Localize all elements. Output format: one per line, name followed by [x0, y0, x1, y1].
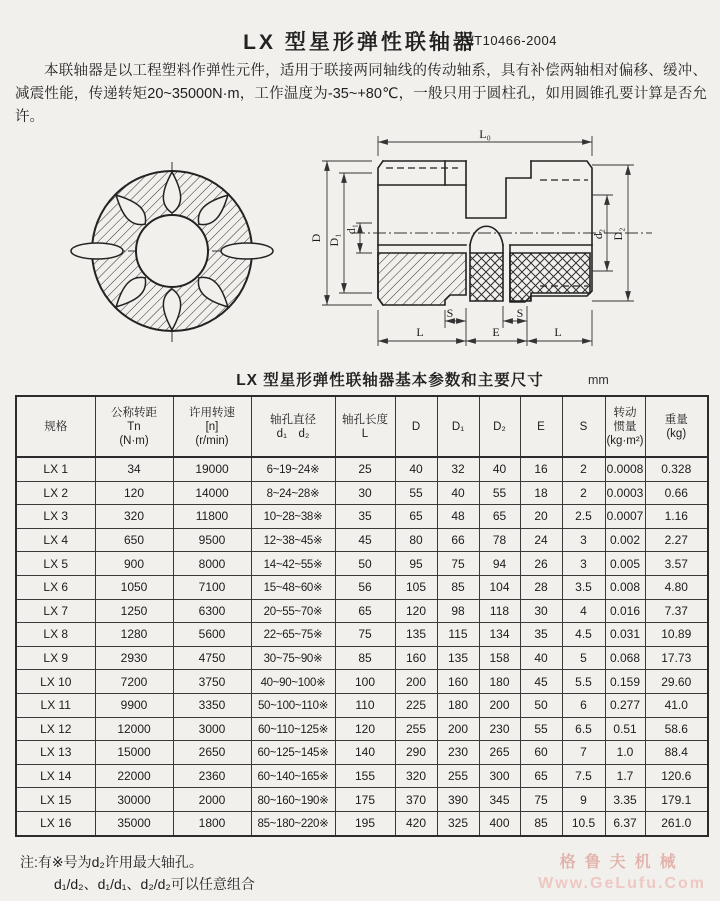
table-cell: 6	[562, 693, 605, 717]
col-header-spec: 规格	[16, 396, 95, 457]
table-cell: 25	[335, 457, 395, 481]
table-cell: 320	[395, 764, 437, 788]
table-cell: 120	[95, 481, 173, 505]
table-cell: 7100	[173, 575, 251, 599]
table-cell: 30	[520, 599, 562, 623]
table-cell: 20~55~70※	[251, 599, 335, 623]
table-cell: 0.66	[645, 481, 708, 505]
table-cell: 200	[437, 717, 479, 741]
table-cell: 15000	[95, 741, 173, 765]
table-cell: 420	[395, 811, 437, 835]
table-cell: 8000	[173, 552, 251, 576]
table-cell: 20	[520, 505, 562, 529]
table-cell: 40	[437, 481, 479, 505]
table-cell: 55	[395, 481, 437, 505]
table-cell: LX 16	[16, 811, 95, 835]
col-header-E: E	[520, 396, 562, 457]
table-row	[16, 764, 708, 788]
table-cell: 56	[335, 575, 395, 599]
table-cell: 10~28~38※	[251, 505, 335, 529]
table-cell: 40	[395, 457, 437, 481]
star-element-front-view	[71, 162, 273, 342]
col-header-torque: 公称转距 Tn (N·m)	[95, 396, 173, 457]
table-cell: 261.0	[645, 811, 708, 835]
table-cell: LX 4	[16, 528, 95, 552]
table-cell: 105	[395, 575, 437, 599]
table-cell: 30	[335, 481, 395, 505]
table-cell: 1050	[95, 575, 173, 599]
table-cell: 5600	[173, 623, 251, 647]
table-cell: 2000	[173, 788, 251, 812]
table-cell: 255	[437, 764, 479, 788]
table-cell: 2	[562, 481, 605, 505]
table-cell: 320	[95, 505, 173, 529]
table-cell: 0.016	[605, 599, 645, 623]
table-cell: 195	[335, 811, 395, 835]
table-cell: 10.89	[645, 623, 708, 647]
col-header-speed: 许用转速 [n] (r/min)	[173, 396, 251, 457]
table-cell: 80	[395, 528, 437, 552]
table-cell: 22000	[95, 764, 173, 788]
table-cell: 120.6	[645, 764, 708, 788]
table-cell: LX 13	[16, 741, 95, 765]
table-row	[16, 717, 708, 741]
table-cell: 140	[335, 741, 395, 765]
table-cell: LX 3	[16, 505, 95, 529]
table-cell: 58.6	[645, 717, 708, 741]
table-cell: 2360	[173, 764, 251, 788]
table-cell: 3350	[173, 693, 251, 717]
col-header-bore-diameter: 轴孔直径 d₁ d₂	[251, 396, 335, 457]
table-cell: 3.5	[562, 575, 605, 599]
table-cell: 120	[335, 717, 395, 741]
table-cell: 22~65~75※	[251, 623, 335, 647]
table-cell: 9500	[173, 528, 251, 552]
table-cell: 4	[562, 599, 605, 623]
table-row	[16, 575, 708, 599]
technical-drawing	[0, 128, 720, 366]
table-cell: 65	[335, 599, 395, 623]
table-cell: 17.73	[645, 646, 708, 670]
dim-label-L0: L₀	[479, 128, 491, 141]
table-cell: 0.008	[605, 575, 645, 599]
table-cell: 19000	[173, 457, 251, 481]
table-cell: 0.0007	[605, 505, 645, 529]
table-cell: 325	[437, 811, 479, 835]
table-cell: 7200	[95, 670, 173, 694]
table-cell: 3.35	[605, 788, 645, 812]
table-cell: 3	[562, 528, 605, 552]
table-cell: 230	[437, 741, 479, 765]
table-cell: 6.5	[562, 717, 605, 741]
table-cell: LX 6	[16, 575, 95, 599]
table-cell: 110	[335, 693, 395, 717]
table-cell: 9900	[95, 693, 173, 717]
table-unit: mm	[588, 373, 609, 387]
watermark-url: Www.GeLufu.Com	[538, 875, 706, 892]
table-cell: 135	[437, 646, 479, 670]
table-header-row	[16, 396, 708, 457]
table-cell: 98	[437, 599, 479, 623]
table-cell: 65	[395, 505, 437, 529]
table-cell: 5.5	[562, 670, 605, 694]
col-header-inertia: 转动 惯量 (kg·m²)	[605, 396, 645, 457]
table-cell: 100	[335, 670, 395, 694]
table-row	[16, 481, 708, 505]
watermark-company: 格鲁夫机械	[559, 854, 685, 871]
table-cell: 29.60	[645, 670, 708, 694]
table-cell: 60~125~145※	[251, 741, 335, 765]
table-cell: 75	[335, 623, 395, 647]
table-cell: 0.005	[605, 552, 645, 576]
table-cell: 45	[335, 528, 395, 552]
table-cell: 30000	[95, 788, 173, 812]
table-caption-row	[0, 368, 720, 392]
table-cell: 2.5	[562, 505, 605, 529]
table-cell: 85	[520, 811, 562, 835]
table-cell: 370	[395, 788, 437, 812]
table-cell: 24	[520, 528, 562, 552]
table-cell: 18	[520, 481, 562, 505]
coupling-section-view	[309, 128, 652, 346]
table-title: LX 型星形弹性联轴器基本参数和主要尺寸	[236, 372, 544, 389]
table-cell: 11800	[173, 505, 251, 529]
watermark	[538, 852, 706, 894]
table-cell: 255	[395, 717, 437, 741]
table-cell: 134	[479, 623, 520, 647]
table-cell: 50	[335, 552, 395, 576]
table-cell: 1.16	[645, 505, 708, 529]
dim-label-D: D	[309, 233, 323, 243]
table-cell: 85	[437, 575, 479, 599]
table-cell: 35	[520, 623, 562, 647]
table-cell: 85~180~220※	[251, 811, 335, 835]
table-cell: 14000	[173, 481, 251, 505]
table-cell: 1.0	[605, 741, 645, 765]
table-cell: 3	[562, 552, 605, 576]
table-cell: 160	[395, 646, 437, 670]
table-cell: 35000	[95, 811, 173, 835]
table-cell: 160	[437, 670, 479, 694]
table-cell: 1800	[173, 811, 251, 835]
page-title: LX 型星形弹性联轴器	[243, 31, 477, 55]
table-cell: 400	[479, 811, 520, 835]
table-row	[16, 646, 708, 670]
table-cell: LX 8	[16, 623, 95, 647]
table-cell: 10.5	[562, 811, 605, 835]
table-cell: 0.0008	[605, 457, 645, 481]
table-cell: 2930	[95, 646, 173, 670]
col-header-weight: 重量 (kg)	[645, 396, 708, 457]
table-cell: 155	[335, 764, 395, 788]
table-cell: 80~160~190※	[251, 788, 335, 812]
dim-label-E: E	[492, 325, 500, 339]
table-cell: 85	[335, 646, 395, 670]
table-cell: 78	[479, 528, 520, 552]
table-cell: 115	[437, 623, 479, 647]
dim-label-d2: d₂	[591, 228, 605, 240]
standard-number: JB/T10466-2004	[453, 33, 557, 48]
col-header-S: S	[562, 396, 605, 457]
table-cell: 175	[335, 788, 395, 812]
table-cell: 0.159	[605, 670, 645, 694]
table-cell: 12~38~45※	[251, 528, 335, 552]
table-cell: 104	[479, 575, 520, 599]
table-cell: 0.031	[605, 623, 645, 647]
table-cell: 4.5	[562, 623, 605, 647]
table-cell: LX 15	[16, 788, 95, 812]
dim-label-d1: d₁	[344, 223, 358, 235]
dim-label-D1: D₁	[327, 233, 341, 247]
table-cell: 2	[562, 457, 605, 481]
table-cell: LX 11	[16, 693, 95, 717]
table-cell: 118	[479, 599, 520, 623]
table-cell: 40	[520, 646, 562, 670]
table-cell: 1.7	[605, 764, 645, 788]
dim-label-D2: D₂	[611, 227, 625, 241]
table-cell: LX 7	[16, 599, 95, 623]
table-cell: 2.27	[645, 528, 708, 552]
table-cell: 50	[520, 693, 562, 717]
table-cell: 265	[479, 741, 520, 765]
table-cell: 34	[95, 457, 173, 481]
col-header-bore-length: 轴孔长度 L	[335, 396, 395, 457]
table-row	[16, 623, 708, 647]
table-row	[16, 599, 708, 623]
table-cell: 40	[479, 457, 520, 481]
table-cell: 28	[520, 575, 562, 599]
table-row	[16, 528, 708, 552]
table-cell: 0.277	[605, 693, 645, 717]
dim-label-S-right: S	[516, 306, 524, 320]
table-cell: LX 9	[16, 646, 95, 670]
table-cell: 3.57	[645, 552, 708, 576]
table-cell: LX 2	[16, 481, 95, 505]
table-cell: 900	[95, 552, 173, 576]
table-cell: 0.51	[605, 717, 645, 741]
dim-label-S-left: S	[446, 306, 454, 320]
table-row	[16, 811, 708, 835]
dim-label-L-left: L	[416, 325, 424, 339]
table-cell: LX 10	[16, 670, 95, 694]
table-cell: 230	[479, 717, 520, 741]
parameters-table	[15, 395, 709, 837]
table-cell: 6~19~24※	[251, 457, 335, 481]
intro-paragraph: 本联轴器是以工程塑料作弹性元件，适用于联接两同轴线的传动轴系，具有补偿两轴相对偏移、缓冲、减震性能，传递转矩20~35000N·m，工作温度为-35~+80℃，一般只用于圆柱孔，如用圆锥孔要计算是否允许。	[15, 63, 707, 125]
table-cell: 48	[437, 505, 479, 529]
table-row	[16, 741, 708, 765]
table-cell: 35	[335, 505, 395, 529]
table-cell: 120	[395, 599, 437, 623]
table-cell: 65	[479, 505, 520, 529]
table-cell: 41.0	[645, 693, 708, 717]
table-cell: 180	[437, 693, 479, 717]
table-cell: 3000	[173, 717, 251, 741]
table-cell: 6.37	[605, 811, 645, 835]
table-cell: 1280	[95, 623, 173, 647]
col-header-D1: D₁	[437, 396, 479, 457]
table-cell: 158	[479, 646, 520, 670]
table-cell: 7	[562, 741, 605, 765]
table-cell: 135	[395, 623, 437, 647]
table-cell: 8~24~28※	[251, 481, 335, 505]
table-cell: LX 5	[16, 552, 95, 576]
note-line-2: d₁/d₂、d₁/d₁、d₂/d₂可以任意组合	[54, 876, 255, 892]
table-cell: 60~110~125※	[251, 717, 335, 741]
table-cell: 1250	[95, 599, 173, 623]
table-cell: 88.4	[645, 741, 708, 765]
table-cell: 225	[395, 693, 437, 717]
table-cell: LX 12	[16, 717, 95, 741]
table-cell: 2650	[173, 741, 251, 765]
table-cell: 345	[479, 788, 520, 812]
table-cell: 0.002	[605, 528, 645, 552]
table-cell: 12000	[95, 717, 173, 741]
table-cell: 4.80	[645, 575, 708, 599]
table-cell: 0.0003	[605, 481, 645, 505]
table-cell: 0.328	[645, 457, 708, 481]
table-cell: 200	[479, 693, 520, 717]
table-row	[16, 788, 708, 812]
table-cell: 200	[395, 670, 437, 694]
dim-label-L-right: L	[554, 325, 562, 339]
table-cell: 300	[479, 764, 520, 788]
table-row	[16, 552, 708, 576]
table-cell: 60~140~165※	[251, 764, 335, 788]
table-cell: 66	[437, 528, 479, 552]
table-cell: 94	[479, 552, 520, 576]
table-cell: 26	[520, 552, 562, 576]
table-cell: 180	[479, 670, 520, 694]
table-cell: 30~75~90※	[251, 646, 335, 670]
table-cell: 75	[437, 552, 479, 576]
table-cell: 60	[520, 741, 562, 765]
table-cell: 55	[479, 481, 520, 505]
table-cell: 3750	[173, 670, 251, 694]
table-cell: 0.068	[605, 646, 645, 670]
table-row	[16, 693, 708, 717]
table-cell: 179.1	[645, 788, 708, 812]
table-cell: 50~100~110※	[251, 693, 335, 717]
note-line-1: 注:有※号为d₂许用最大轴孔。	[20, 854, 203, 870]
table-cell: 14~42~55※	[251, 552, 335, 576]
footnotes	[20, 851, 255, 895]
col-header-D2: D₂	[479, 396, 520, 457]
col-header-D: D	[395, 396, 437, 457]
table-cell: LX 14	[16, 764, 95, 788]
table-cell: 4750	[173, 646, 251, 670]
table-cell: 9	[562, 788, 605, 812]
table-row	[16, 505, 708, 529]
table-cell: 5	[562, 646, 605, 670]
table-cell: 6300	[173, 599, 251, 623]
table-cell: 15~48~60※	[251, 575, 335, 599]
table-cell: 55	[520, 717, 562, 741]
table-row	[16, 670, 708, 694]
table-cell: 32	[437, 457, 479, 481]
table-cell: 7.5	[562, 764, 605, 788]
table-cell: 95	[395, 552, 437, 576]
table-cell: 65	[520, 764, 562, 788]
table-cell: 7.37	[645, 599, 708, 623]
table-cell: LX 1	[16, 457, 95, 481]
table-cell: 75	[520, 788, 562, 812]
table-cell: 16	[520, 457, 562, 481]
table-cell: 290	[395, 741, 437, 765]
table-cell: 45	[520, 670, 562, 694]
table-row	[16, 457, 708, 481]
table-cell: 390	[437, 788, 479, 812]
table-cell: 650	[95, 528, 173, 552]
table-cell: 40~90~100※	[251, 670, 335, 694]
